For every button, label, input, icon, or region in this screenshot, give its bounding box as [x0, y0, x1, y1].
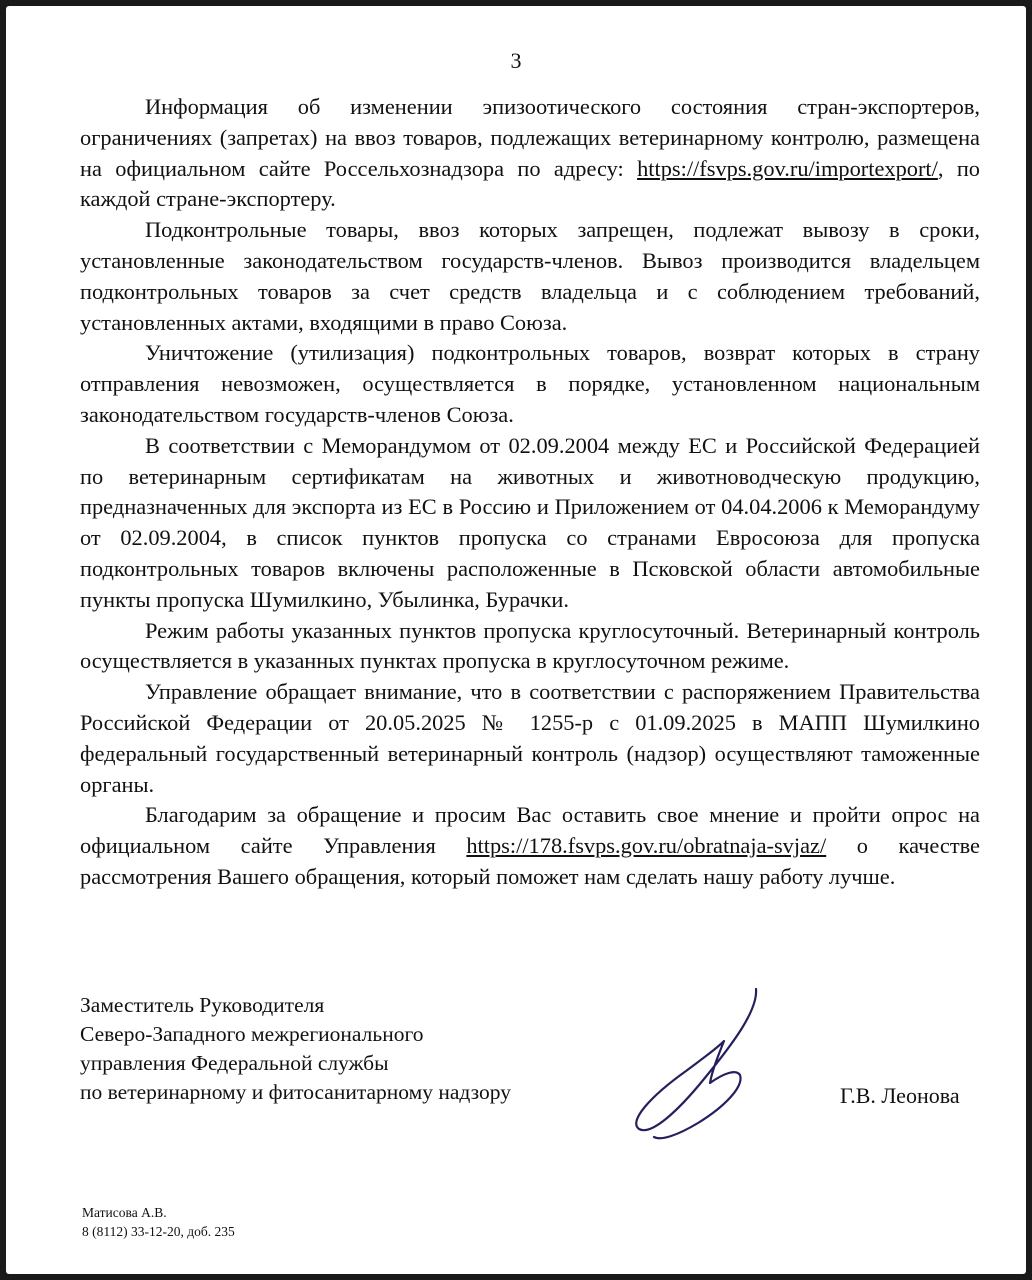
paragraph-export-removal: Подконтрольные товары, ввоз которых запрещен, подлежат вывозу в сроки, установленные законодательством государств-членов. Вывоз производится владельцем подконтрольных товаров за счет средств владельца и с соблюдением требований, установленных актами, входящими в право Союза. [80, 217, 980, 335]
signatory-title-line: Северо-Западного межрегионального [80, 1022, 424, 1046]
handwritten-signature [606, 971, 806, 1171]
paragraph-destruction: Уничтожение (утилизация) подконтрольных товаров, возврат которых в страну отправления невозможен, осуществляется в порядке, установленном национальным законодательством государств-членов Союза. [80, 340, 980, 427]
signatory-title-line: управления Федеральной службы [80, 1051, 389, 1075]
paragraph-text: о качестве рассмотрения Вашего обращения, который поможет нам сделать нашу работу лучше. [80, 833, 980, 889]
executor-name: Матисова А.В. [82, 1205, 167, 1220]
paragraph-feedback [80, 800, 980, 892]
paragraph-text: , по каждой стране-экспортеру. [80, 155, 981, 212]
importexport-link[interactable]: https://fsvps.gov.ru/importexport/ [637, 155, 938, 181]
paragraph-text: Информация об изменении эпизоотического состояния стран-экспортеров, ограничениях (запретах) на ввоз товаров, подлежащих ветеринарному контролю, размещена на официальном сайте Россельхознадзора по адресу: [80, 94, 980, 181]
paragraph-working-hours: Режим работы указанных пунктов пропуска круглосуточный. Ветеринарный контроль осуществляется в указанных пунктах пропуска в круглосуточном режиме. [80, 617, 980, 674]
page-number: 3 [510, 48, 522, 73]
paragraph-import-info [80, 92, 980, 215]
signature-stroke [636, 989, 756, 1138]
executor-info [82, 1203, 235, 1241]
signer-name: Г.В. Леонова [840, 1083, 960, 1108]
feedback-link[interactable]: https://178.fsvps.gov.ru/obratnaja-svjaz/ [466, 833, 827, 859]
signatory-title-line: по ветеринарному и фитосанитарному надзору [80, 1080, 511, 1104]
signatory-title-line: Заместитель Руководителя [80, 993, 325, 1017]
signatory-title [80, 991, 600, 1107]
paragraph-text: Благодарим за обращение и просим Вас оставить свое мнение и пройти опрос на официальном сайте Управления [80, 802, 980, 859]
document-page [6, 6, 1026, 1274]
executor-phone: 8 (8112) 33-12-20, доб. 235 [82, 1224, 235, 1239]
paragraph-customs-notice: Управление обращает внимание, что в соответствии с распоряжением Правительства Российской Федерации от 20.05.2025 № 1255-р с 01.09.2025 в МАПП Шумилкино федеральный государственный ветеринарный контроль (надзор) осуществляют таможенные органы. [80, 679, 980, 797]
paragraph-memorandum: В соответствии с Меморандумом от 02.09.2004 между ЕС и Российской Федерацией по ветеринарным сертификатам на животных и животноводческую продукцию, предназначенных для экспорта из ЕС в Россию и Приложением от 04.04.2006 к Меморандуму от 02.09.2004, в список пунктов пропуска со странами Евросоюза для пропуска подконтрольных товаров включены расположенные в Псковской области автомобильные пункты пропуска Шумилкино, Убылинка, Бурачки. [80, 432, 980, 612]
letter-body [80, 92, 980, 893]
